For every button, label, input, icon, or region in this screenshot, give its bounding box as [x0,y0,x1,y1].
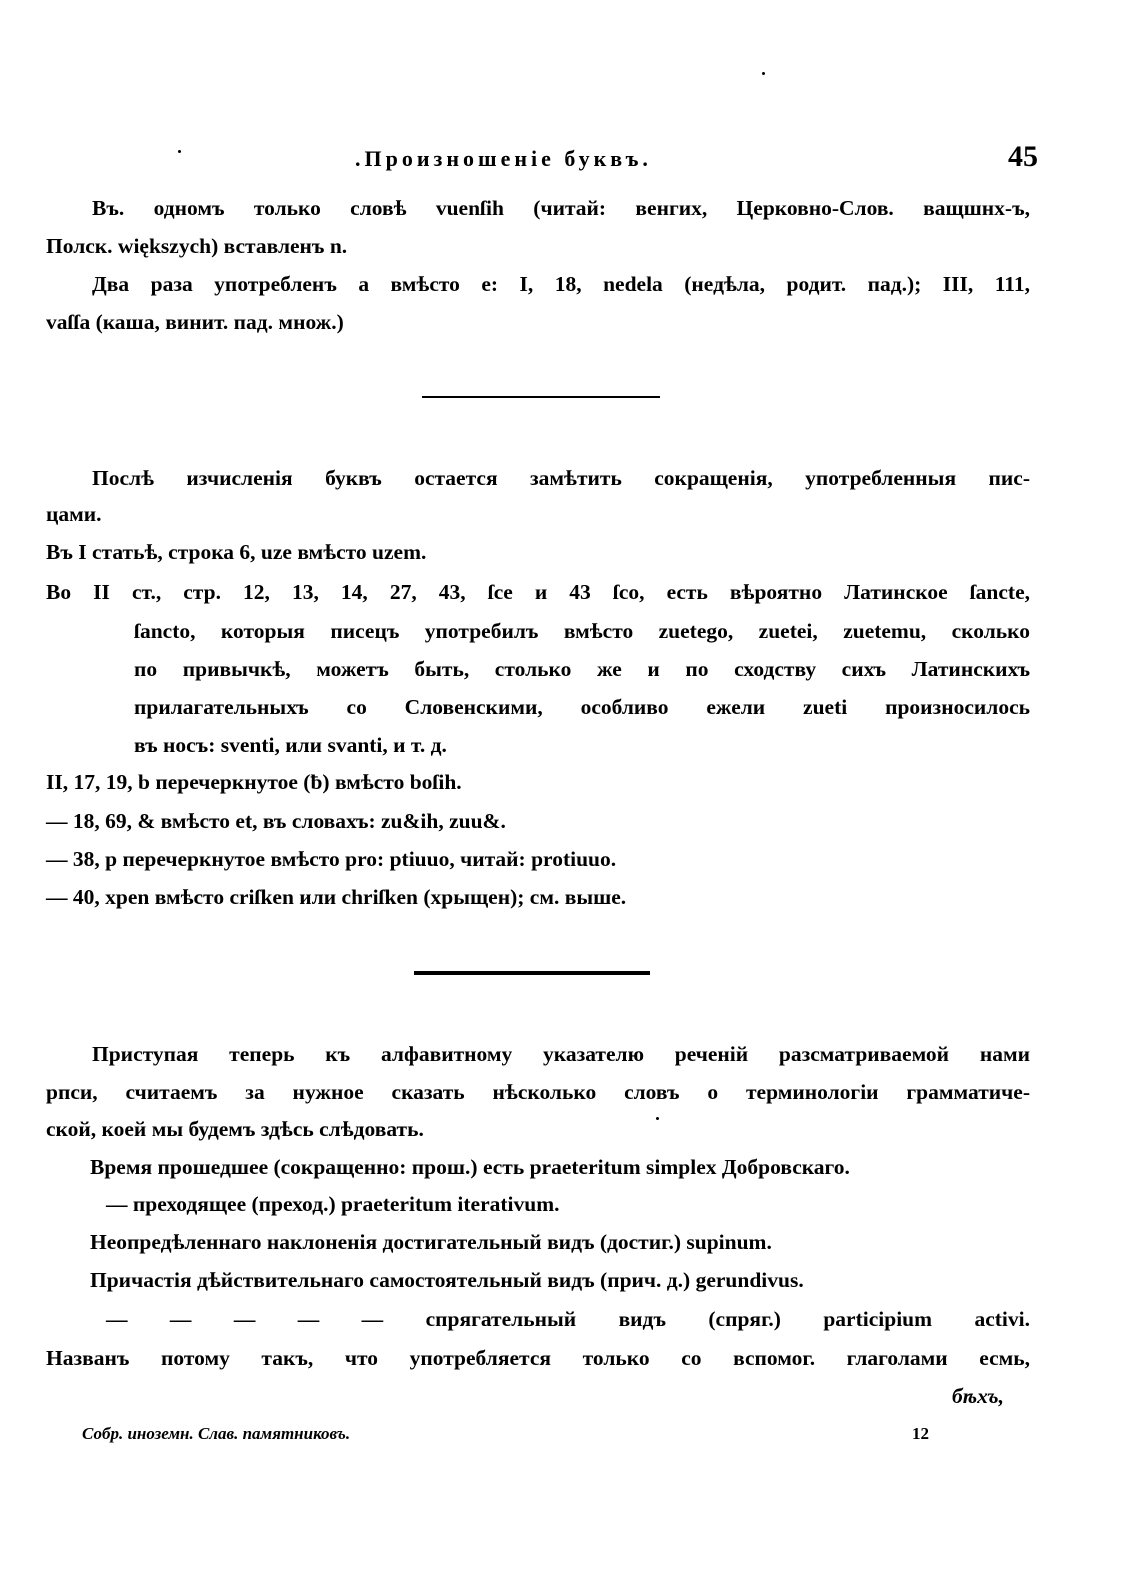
block2-line-5: ſancto, которыя писецъ употребилъ вмѣсто zuetego, zuetei, zuetemu, сколько [134,619,1030,643]
page-footer [0,1420,1140,1450]
block2-line-3: Въ I статьѣ, строка 6, uze вмѣсто uzem. [46,540,427,564]
block2-line-7: прилагательныхъ со Словенскими, особливо ежели zueti произносилось [134,695,1030,719]
block1-line-1: Въ. одномъ только словѣ vuenſih (читай: венгих, Церковно-Слов. ващшнх‑ъ, [92,196,1030,220]
block3-line-8: — — — — — спрягательный видъ (спряг.) participium activi. [106,1307,1030,1331]
block2-line-1: Послѣ изчисленія буквъ остается замѣтить сокращенія, употребленныя пис- [92,466,1030,490]
block1-line-3: Два раза употребленъ а вмѣсто е: I, 18, nedela (недѣла, родит. пад.); III, 111, [92,272,1030,296]
block2-line-2: цами. [46,502,102,526]
block3-line-9: Названъ потому такъ, что употребляется только со вспомог. глаголами есмь, [46,1346,1030,1370]
section-divider [414,971,650,975]
print-speck [762,72,765,75]
block2-line-10: — 18, 69, & вмѣсто et, въ словахъ: zu&ih, zuu&. [46,809,506,833]
block3-line-2: рпси, считаемъ за нужное сказать нѣсколько словъ о терминологіи грамматиче- [46,1080,1030,1104]
footer-sheet-number: 12 [912,1424,929,1443]
block1-line-2: Полск. większych) вставленъ n. [46,234,348,258]
block2-line-6: по привычкѣ, можетъ быть, столько же и по сходству сихъ Латинскихъ [134,657,1030,681]
block2-line-9: II, 17, 19, b перечеркнутое (ƀ) вмѣсто boſih. [46,770,462,794]
print-speck [656,1117,659,1120]
footer-signature: Собр. иноземн. Слав. памятниковъ. [82,1424,351,1443]
block2-line-12: — 40, xpen вмѣсто criſken или chriſken (хрыщен); см. выше. [46,885,627,909]
block3-line-1: Приступая теперь къ алфавитному указателю реченій разсматриваемой нами [92,1042,1030,1066]
running-header [0,140,1140,180]
block1-line-4: vaſſa (каша, винит. пад. множ.) [46,310,344,334]
block3-line-5: — преходящее (преход.) praeteritum iterativum. [106,1192,560,1216]
header-title: .Произношеніе буквъ. [355,146,652,171]
block3-line-4: Время прошедшее (сокращенно: прош.) есть praeteritum simplex Добровскаго. [90,1155,850,1179]
block2-line-11: — 38, p перечеркнутое вмѣсто pro: ptiuuo, читай: protiuuo. [46,847,617,871]
block2-line-4: Во II ст., стр. 12, 13, 14, 27, 43, ſce и 43 ſco, есть вѣроятно Латинское ſancte, [46,580,1030,604]
block3-line-6: Неопредѣленнаго наклоненія достигательный видъ (достиг.) supinum. [90,1230,772,1254]
block3-line-3: ской, коей мы будемъ здѣсь слѣдовать. [46,1117,424,1141]
block3-line-7: Причастія дѣйствительнаго самостоятельный видъ (прич. д.) gerundivus. [90,1268,804,1292]
page-number: 45 [1008,140,1038,173]
block3-line-10: бѣхъ, [952,1384,1004,1408]
section-divider [422,396,660,398]
block2-line-8: въ носъ: sventi, или svanti, и т. д. [134,733,447,757]
